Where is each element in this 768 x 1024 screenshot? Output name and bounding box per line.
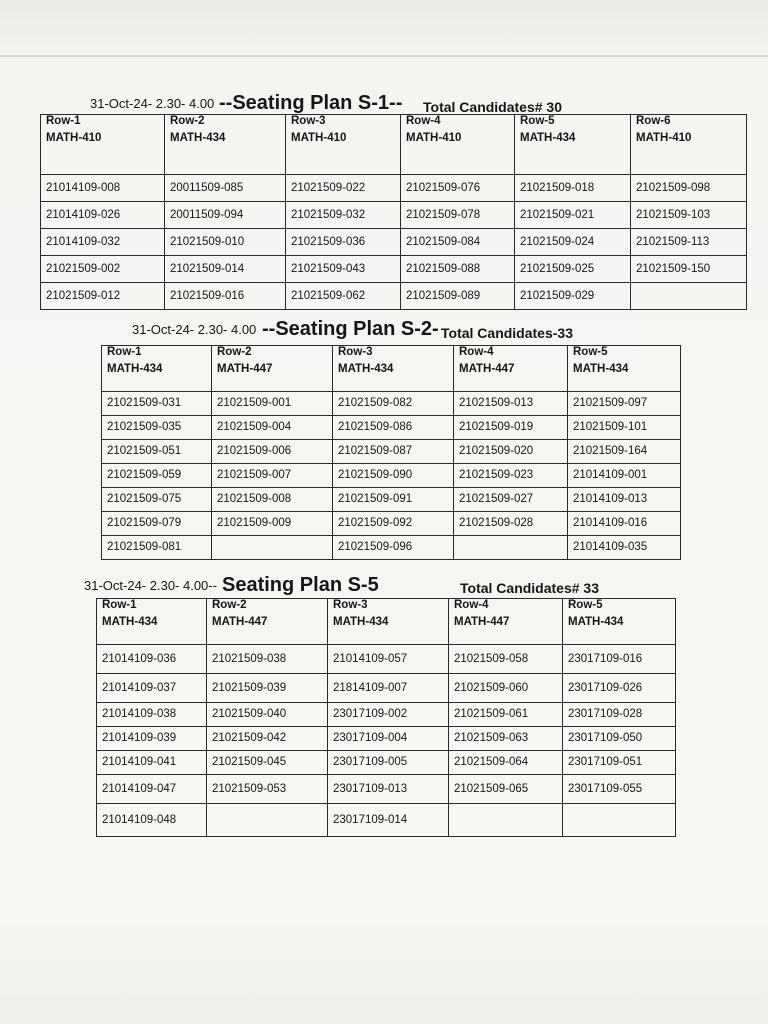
student-id-cell: 21021509-103 — [631, 202, 747, 229]
column-header — [286, 115, 401, 175]
student-id-cell: 21021509-081 — [102, 536, 212, 560]
student-id-cell: 21014109-057 — [328, 645, 449, 674]
table-row — [97, 751, 676, 775]
row-label: Row-4 — [454, 599, 489, 611]
seating-table-3 — [96, 598, 676, 837]
student-id-cell: 21021509-101 — [568, 416, 681, 440]
student-id-cell: 21021509-029 — [515, 283, 631, 310]
student-id-cell: 21021509-014 — [165, 256, 286, 283]
student-id-cell: 21014109-047 — [97, 775, 207, 804]
student-id-cell: 21021509-089 — [401, 283, 515, 310]
student-id-cell: 21021509-051 — [102, 440, 212, 464]
student-id-cell: 21021509-061 — [449, 703, 563, 727]
course-code: MATH-434 — [338, 363, 394, 375]
course-code: MATH-434 — [333, 616, 389, 628]
table-row — [102, 512, 681, 536]
column-header — [563, 599, 676, 645]
section-title: Seating Plan S-5 — [222, 574, 379, 596]
student-id-cell: 21014109-013 — [568, 488, 681, 512]
student-id-cell: 21021509-059 — [102, 464, 212, 488]
row-label: Row-5 — [573, 346, 608, 358]
student-id-cell: 21014109-035 — [568, 536, 681, 560]
section-title: --Seating Plan S-2- — [262, 318, 439, 340]
table-row — [102, 392, 681, 416]
student-id-cell: 21021509-006 — [212, 440, 333, 464]
student-id-cell: 21021509-019 — [454, 416, 568, 440]
student-id-cell: 21021509-001 — [212, 392, 333, 416]
student-id-cell: 21021509-065 — [449, 775, 563, 804]
student-id-cell: 23017109-055 — [563, 775, 676, 804]
row-label: Row-3 — [338, 346, 373, 358]
student-id-cell: 21021509-016 — [165, 283, 286, 310]
course-code: MATH-434 — [520, 132, 576, 144]
course-code: MATH-434 — [170, 132, 226, 144]
row-label: Row-2 — [212, 599, 247, 611]
column-header — [568, 346, 681, 392]
student-id-cell: 21021509-064 — [449, 751, 563, 775]
course-code: MATH-434 — [568, 616, 624, 628]
student-id-cell: 21021509-028 — [454, 512, 568, 536]
table-row — [97, 645, 676, 674]
student-id-cell: 21021509-076 — [401, 175, 515, 202]
student-id-cell: 23017109-028 — [563, 703, 676, 727]
student-id-cell: 21021509-031 — [102, 392, 212, 416]
total-candidates: Total Candidates-33 — [441, 325, 573, 341]
student-id-cell: 21014109-001 — [568, 464, 681, 488]
student-id-cell: 21014109-038 — [97, 703, 207, 727]
table-row — [102, 440, 681, 464]
row-label: Row-1 — [107, 346, 142, 358]
column-header — [631, 115, 747, 175]
total-candidates: Total Candidates# 33 — [460, 580, 600, 596]
course-code: MATH-447 — [454, 616, 510, 628]
student-id-cell — [454, 536, 568, 560]
student-id-cell: 21021509-087 — [333, 440, 454, 464]
student-id-cell: 21021509-018 — [515, 175, 631, 202]
student-id-cell: 23017109-014 — [328, 804, 449, 837]
student-id-cell: 21014109-037 — [97, 674, 207, 703]
column-header — [328, 599, 449, 645]
section-date: 31-Oct-24- 2.30- 4.00 — [132, 322, 257, 337]
student-id-cell: 21021509-012 — [41, 283, 165, 310]
table-row — [41, 229, 747, 256]
total-candidates: Total Candidates# 30 — [423, 99, 563, 115]
student-id-cell: 21021509-086 — [333, 416, 454, 440]
course-code: MATH-447 — [217, 363, 273, 375]
student-id-cell: 21021509-097 — [568, 392, 681, 416]
table-row — [97, 674, 676, 703]
column-header — [333, 346, 454, 392]
seating-table-2 — [101, 345, 681, 560]
column-header — [401, 115, 515, 175]
course-code: MATH-434 — [102, 616, 158, 628]
student-id-cell: 21021509-082 — [333, 392, 454, 416]
student-id-cell — [563, 804, 676, 837]
student-id-cell: 20011509-094 — [165, 202, 286, 229]
student-id-cell: 21021509-075 — [102, 488, 212, 512]
row-label: Row-3 — [333, 599, 368, 611]
student-id-cell: 21014109-036 — [97, 645, 207, 674]
student-id-cell: 21021509-013 — [454, 392, 568, 416]
student-id-cell: 23017109-013 — [328, 775, 449, 804]
student-id-cell: 21021509-020 — [454, 440, 568, 464]
student-id-cell: 21021509-091 — [333, 488, 454, 512]
column-header — [212, 346, 333, 392]
column-header — [97, 599, 207, 645]
student-id-cell — [212, 536, 333, 560]
section-title: --Seating Plan S-1-- — [219, 92, 403, 114]
student-id-cell: 21021509-002 — [41, 256, 165, 283]
table-row — [97, 727, 676, 751]
table-row — [97, 775, 676, 804]
course-code: MATH-410 — [406, 132, 462, 144]
student-id-cell: 23017109-051 — [563, 751, 676, 775]
row-label: Row-4 — [459, 346, 494, 358]
student-id-cell: 21014109-039 — [97, 727, 207, 751]
student-id-cell: 21021509-007 — [212, 464, 333, 488]
student-id-cell: 21021509-043 — [286, 256, 401, 283]
table-row — [102, 416, 681, 440]
table-row — [41, 283, 747, 310]
student-id-cell: 21021509-038 — [207, 645, 328, 674]
student-id-cell — [631, 283, 747, 310]
student-id-cell: 21021509-022 — [286, 175, 401, 202]
table-row — [102, 536, 681, 560]
student-id-cell: 21021509-096 — [333, 536, 454, 560]
table-header-row — [97, 599, 676, 645]
course-code: MATH-410 — [46, 132, 102, 144]
table-row — [97, 804, 676, 837]
row-label: Row-4 — [406, 115, 441, 127]
column-header — [449, 599, 563, 645]
table-row — [41, 202, 747, 229]
student-id-cell: 21021509-009 — [212, 512, 333, 536]
student-id-cell: 21021509-040 — [207, 703, 328, 727]
student-id-cell: 21021509-053 — [207, 775, 328, 804]
student-id-cell: 23017109-005 — [328, 751, 449, 775]
student-id-cell: 21021509-042 — [207, 727, 328, 751]
student-id-cell: 21021509-084 — [401, 229, 515, 256]
table-row — [102, 488, 681, 512]
row-label: Row-1 — [46, 115, 81, 127]
course-code: MATH-447 — [459, 363, 515, 375]
student-id-cell: 21021509-021 — [515, 202, 631, 229]
table-header-row — [41, 115, 747, 175]
student-id-cell: 23017109-050 — [563, 727, 676, 751]
course-code: MATH-447 — [212, 616, 268, 628]
student-id-cell: 21021509-078 — [401, 202, 515, 229]
student-id-cell: 21021509-008 — [212, 488, 333, 512]
table-row — [102, 464, 681, 488]
column-header — [454, 346, 568, 392]
row-label: Row-3 — [291, 115, 326, 127]
student-id-cell: 21014109-008 — [41, 175, 165, 202]
student-id-cell: 21021509-062 — [286, 283, 401, 310]
student-id-cell: 21021509-027 — [454, 488, 568, 512]
student-id-cell: 21014109-048 — [97, 804, 207, 837]
student-id-cell: 21021509-045 — [207, 751, 328, 775]
student-id-cell: 21021509-150 — [631, 256, 747, 283]
student-id-cell: 21014109-026 — [41, 202, 165, 229]
student-id-cell: 21014109-041 — [97, 751, 207, 775]
student-id-cell: 21021509-036 — [286, 229, 401, 256]
row-label: Row-5 — [568, 599, 603, 611]
table-row — [97, 703, 676, 727]
row-label: Row-1 — [102, 599, 137, 611]
student-id-cell: 21021509-004 — [212, 416, 333, 440]
seating-table-1 — [40, 114, 747, 310]
student-id-cell: 21021509-058 — [449, 645, 563, 674]
student-id-cell: 21014109-016 — [568, 512, 681, 536]
course-code: MATH-410 — [636, 132, 692, 144]
section-date: 31-Oct-24- 2.30- 4.00-- — [84, 578, 217, 593]
student-id-cell: 21021509-032 — [286, 202, 401, 229]
course-code: MATH-434 — [107, 363, 163, 375]
table-row — [41, 175, 747, 202]
student-id-cell — [207, 804, 328, 837]
student-id-cell: 23017109-002 — [328, 703, 449, 727]
column-header — [102, 346, 212, 392]
student-id-cell: 21021509-063 — [449, 727, 563, 751]
student-id-cell: 23017109-016 — [563, 645, 676, 674]
table-row — [41, 256, 747, 283]
student-id-cell: 21021509-113 — [631, 229, 747, 256]
column-header — [41, 115, 165, 175]
student-id-cell: 23017109-004 — [328, 727, 449, 751]
student-id-cell: 21814109-007 — [328, 674, 449, 703]
student-id-cell: 21021509-090 — [333, 464, 454, 488]
column-header — [515, 115, 631, 175]
column-header — [207, 599, 328, 645]
course-code: MATH-434 — [573, 363, 629, 375]
student-id-cell: 21014109-032 — [41, 229, 165, 256]
row-label: Row-6 — [636, 115, 671, 127]
student-id-cell: 21021509-060 — [449, 674, 563, 703]
student-id-cell: 21021509-164 — [568, 440, 681, 464]
row-label: Row-5 — [520, 115, 555, 127]
student-id-cell: 21021509-024 — [515, 229, 631, 256]
student-id-cell: 21021509-079 — [102, 512, 212, 536]
section-date: 31-Oct-24- 2.30- 4.00 — [90, 96, 215, 111]
student-id-cell: 20011509-085 — [165, 175, 286, 202]
table-header-row — [102, 346, 681, 392]
student-id-cell: 21021509-039 — [207, 674, 328, 703]
student-id-cell: 21021509-025 — [515, 256, 631, 283]
course-code: MATH-410 — [291, 132, 347, 144]
row-label: Row-2 — [217, 346, 252, 358]
student-id-cell — [449, 804, 563, 837]
student-id-cell: 21021509-088 — [401, 256, 515, 283]
student-id-cell: 23017109-026 — [563, 674, 676, 703]
student-id-cell: 21021509-098 — [631, 175, 747, 202]
student-id-cell: 21021509-035 — [102, 416, 212, 440]
student-id-cell: 21021509-010 — [165, 229, 286, 256]
row-label: Row-2 — [170, 115, 205, 127]
student-id-cell: 21021509-023 — [454, 464, 568, 488]
column-header — [165, 115, 286, 175]
student-id-cell: 21021509-092 — [333, 512, 454, 536]
